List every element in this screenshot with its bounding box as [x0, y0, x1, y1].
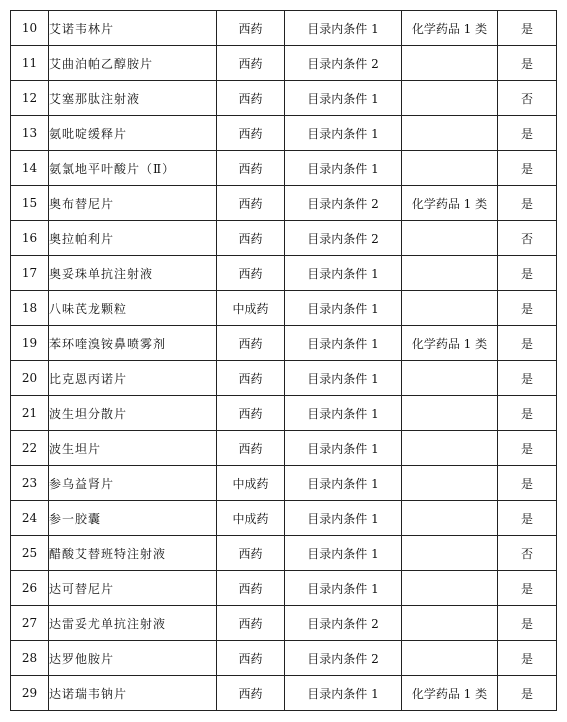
drug-category-cell: 西药	[217, 151, 285, 186]
table-row	[11, 606, 557, 641]
flag-cell: 是	[498, 116, 557, 151]
chem-class-cell	[402, 291, 498, 326]
chem-class-cell	[402, 501, 498, 536]
flag-cell: 否	[498, 81, 557, 116]
chem-class-cell	[402, 361, 498, 396]
table-row	[11, 116, 557, 151]
condition-cell: 目录内条件 1	[285, 396, 402, 431]
row-number-cell: 27	[11, 606, 49, 641]
drug-name-cell: 奥拉帕利片	[49, 221, 217, 256]
flag-cell: 是	[498, 396, 557, 431]
drug-name-cell: 艾塞那肽注射液	[49, 81, 217, 116]
drug-name-cell: 八味芪龙颗粒	[49, 291, 217, 326]
drug-category-cell: 西药	[217, 186, 285, 221]
flag-cell: 否	[498, 221, 557, 256]
chem-class-cell	[402, 466, 498, 501]
condition-cell: 目录内条件 1	[285, 501, 402, 536]
drug-category-cell: 西药	[217, 326, 285, 361]
chem-class-cell	[402, 571, 498, 606]
table-row	[11, 641, 557, 676]
drug-name-cell: 达可替尼片	[49, 571, 217, 606]
condition-cell: 目录内条件 1	[285, 676, 402, 711]
row-number-cell: 23	[11, 466, 49, 501]
flag-cell: 是	[498, 466, 557, 501]
chem-class-cell: 化学药品 1 类	[402, 326, 498, 361]
table-row	[11, 81, 557, 116]
condition-cell: 目录内条件 1	[285, 431, 402, 466]
drug-name-cell: 醋酸艾替班特注射液	[49, 536, 217, 571]
condition-cell: 目录内条件 2	[285, 606, 402, 641]
drug-category-cell: 西药	[217, 536, 285, 571]
condition-cell: 目录内条件 1	[285, 536, 402, 571]
condition-cell: 目录内条件 2	[285, 46, 402, 81]
drug-name-cell: 奥布替尼片	[49, 186, 217, 221]
flag-cell: 是	[498, 431, 557, 466]
flag-cell: 是	[498, 326, 557, 361]
row-number-cell: 11	[11, 46, 49, 81]
flag-cell: 是	[498, 256, 557, 291]
chem-class-cell	[402, 116, 498, 151]
drug-name-cell: 参乌益肾片	[49, 466, 217, 501]
drug-list-table	[10, 10, 557, 711]
row-number-cell: 17	[11, 256, 49, 291]
chem-class-cell	[402, 536, 498, 571]
flag-cell: 是	[498, 676, 557, 711]
chem-class-cell	[402, 81, 498, 116]
table-row	[11, 256, 557, 291]
drug-category-cell: 西药	[217, 81, 285, 116]
flag-cell: 是	[498, 46, 557, 81]
drug-name-cell: 比克恩丙诺片	[49, 361, 217, 396]
chem-class-cell: 化学药品 1 类	[402, 676, 498, 711]
condition-cell: 目录内条件 1	[285, 291, 402, 326]
table-row	[11, 151, 557, 186]
drug-name-cell: 奥妥珠单抗注射液	[49, 256, 217, 291]
table-body	[11, 11, 557, 711]
drug-category-cell: 西药	[217, 221, 285, 256]
chem-class-cell: 化学药品 1 类	[402, 11, 498, 46]
table-row	[11, 326, 557, 361]
flag-cell: 是	[498, 186, 557, 221]
drug-name-cell: 波生坦分散片	[49, 396, 217, 431]
row-number-cell: 26	[11, 571, 49, 606]
flag-cell: 是	[498, 291, 557, 326]
condition-cell: 目录内条件 1	[285, 151, 402, 186]
chem-class-cell	[402, 641, 498, 676]
drug-category-cell: 西药	[217, 676, 285, 711]
drug-category-cell: 西药	[217, 396, 285, 431]
drug-name-cell: 艾曲泊帕乙醇胺片	[49, 46, 217, 81]
condition-cell: 目录内条件 2	[285, 221, 402, 256]
table-row	[11, 466, 557, 501]
drug-name-cell: 艾诺韦林片	[49, 11, 217, 46]
condition-cell: 目录内条件 1	[285, 256, 402, 291]
drug-category-cell: 西药	[217, 11, 285, 46]
drug-category-cell: 西药	[217, 641, 285, 676]
flag-cell: 是	[498, 151, 557, 186]
drug-category-cell: 中成药	[217, 466, 285, 501]
drug-category-cell: 西药	[217, 606, 285, 641]
condition-cell: 目录内条件 1	[285, 11, 402, 46]
flag-cell: 是	[498, 641, 557, 676]
table-row	[11, 571, 557, 606]
flag-cell: 是	[498, 361, 557, 396]
drug-name-cell: 达罗他胺片	[49, 641, 217, 676]
table-row	[11, 221, 557, 256]
table-row	[11, 361, 557, 396]
table-row	[11, 46, 557, 81]
condition-cell: 目录内条件 2	[285, 186, 402, 221]
table-row	[11, 11, 557, 46]
drug-name-cell: 苯环喹溴铵鼻喷雾剂	[49, 326, 217, 361]
condition-cell: 目录内条件 2	[285, 641, 402, 676]
drug-name-cell: 氨氯地平叶酸片（Ⅱ）	[49, 151, 217, 186]
flag-cell: 是	[498, 11, 557, 46]
table-row	[11, 431, 557, 466]
condition-cell: 目录内条件 1	[285, 466, 402, 501]
drug-name-cell: 参一胶囊	[49, 501, 217, 536]
condition-cell: 目录内条件 1	[285, 116, 402, 151]
row-number-cell: 15	[11, 186, 49, 221]
drug-category-cell: 西药	[217, 256, 285, 291]
table-row	[11, 676, 557, 711]
drug-name-cell: 波生坦片	[49, 431, 217, 466]
row-number-cell: 21	[11, 396, 49, 431]
table-row	[11, 396, 557, 431]
flag-cell: 是	[498, 606, 557, 641]
flag-cell: 是	[498, 571, 557, 606]
chem-class-cell	[402, 606, 498, 641]
drug-name-cell: 达诺瑞韦钠片	[49, 676, 217, 711]
chem-class-cell	[402, 221, 498, 256]
row-number-cell: 14	[11, 151, 49, 186]
drug-category-cell: 西药	[217, 431, 285, 466]
drug-name-cell: 氨吡啶缓释片	[49, 116, 217, 151]
table-row	[11, 501, 557, 536]
drug-name-cell: 达雷妥尤单抗注射液	[49, 606, 217, 641]
drug-category-cell: 西药	[217, 46, 285, 81]
drug-category-cell: 西药	[217, 571, 285, 606]
row-number-cell: 13	[11, 116, 49, 151]
chem-class-cell	[402, 151, 498, 186]
drug-category-cell: 中成药	[217, 291, 285, 326]
row-number-cell: 25	[11, 536, 49, 571]
chem-class-cell	[402, 46, 498, 81]
condition-cell: 目录内条件 1	[285, 81, 402, 116]
condition-cell: 目录内条件 1	[285, 326, 402, 361]
row-number-cell: 20	[11, 361, 49, 396]
row-number-cell: 24	[11, 501, 49, 536]
flag-cell: 是	[498, 501, 557, 536]
condition-cell: 目录内条件 1	[285, 571, 402, 606]
condition-cell: 目录内条件 1	[285, 361, 402, 396]
table-row	[11, 186, 557, 221]
row-number-cell: 19	[11, 326, 49, 361]
flag-cell: 否	[498, 536, 557, 571]
row-number-cell: 28	[11, 641, 49, 676]
drug-category-cell: 西药	[217, 361, 285, 396]
drug-category-cell: 中成药	[217, 501, 285, 536]
drug-category-cell: 西药	[217, 116, 285, 151]
chem-class-cell	[402, 431, 498, 466]
row-number-cell: 29	[11, 676, 49, 711]
row-number-cell: 12	[11, 81, 49, 116]
table-row	[11, 291, 557, 326]
chem-class-cell: 化学药品 1 类	[402, 186, 498, 221]
row-number-cell: 16	[11, 221, 49, 256]
row-number-cell: 18	[11, 291, 49, 326]
row-number-cell: 10	[11, 11, 49, 46]
chem-class-cell	[402, 256, 498, 291]
table-row	[11, 536, 557, 571]
row-number-cell: 22	[11, 431, 49, 466]
chem-class-cell	[402, 396, 498, 431]
